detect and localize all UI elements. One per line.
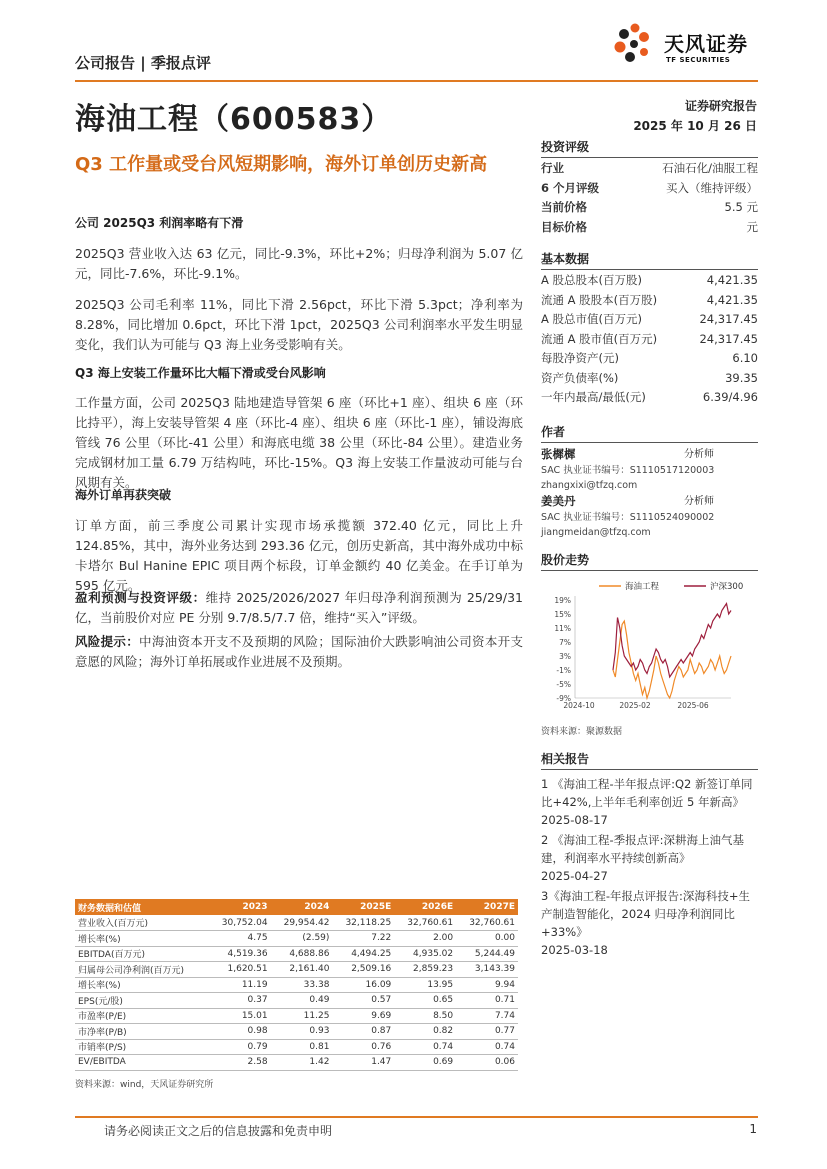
basic-data-value: 6.10 [732,351,758,365]
basic-data-value: 4,421.35 [706,292,758,307]
rating-value: 5.5 元 [724,200,758,214]
related-report-item [541,887,758,959]
table-cell: 2.58 [209,1055,271,1071]
table-cell: 2,509.16 [332,962,394,978]
report-category: 公司报告 | 季报点评 [75,54,211,72]
table-cell: 32,760.61 [394,915,456,931]
author-item [541,493,758,540]
table-cell: 15.01 [209,1008,271,1024]
y-tick-label: 19% [554,596,571,605]
author-cert: SAC 执业证书编号：S1110524090002 [541,512,715,523]
y-tick-label: 15% [554,610,571,619]
logo-text-en: TF SECURITIES [666,56,731,64]
basic-data-value: 24,317.45 [699,331,758,346]
price-chart-heading: 股价走势 [541,551,758,571]
section-heading: 公司 2025Q3 利润率略有下滑 [75,216,244,230]
table-cell: 0.98 [209,1024,271,1040]
table-header-cell: 2025E [332,899,394,915]
section-heading: Q3 海上安装工作量环比大幅下滑或受台风影响 [75,366,326,380]
table-row [75,931,518,947]
basic-data-row [541,271,758,291]
rating-heading: 投资评级 [541,138,758,158]
table-cell: 8.50 [394,1008,456,1024]
basic-data-block [541,250,758,408]
table-cell: 市盈率(P/E) [75,1008,209,1024]
table-cell: 4,519.36 [209,946,271,962]
basic-data-value: 24,317.45 [699,312,758,326]
related-heading: 相关报告 [541,750,758,770]
header-divider [75,80,758,82]
author-name-row [541,493,758,510]
table-cell: 4.75 [209,931,271,947]
rating-row [541,198,758,218]
table-row [75,915,518,931]
table-cell: 0.81 [271,1039,333,1055]
y-tick-label: -1% [556,666,571,675]
table-row [75,1008,518,1024]
authors-heading: 作者 [541,423,758,443]
author-name: 张樨樨 [541,447,576,461]
related-report-item [541,831,758,885]
basic-data-row [541,330,758,350]
paragraph: 2025Q3 公司毛利率 11%，同比下滑 2.56pct，环比下滑 5.3pct；净利率为 8.28%，同比增加 0.6pct，环比下滑 1pct，2025Q3 公司利润率水平发生明显变化，我们认为可能与 Q3 海上业务受影响有关。 [75,297,523,352]
table-header-cell: 财务数据和估值 [75,899,209,915]
basic-data-key: 一年内最高/最低(元) [541,390,646,404]
section-heading: 海外订单再获突破 [75,488,172,502]
basic-data-value: 39.35 [725,370,758,385]
basic-data-row [541,291,758,311]
table-cell: 5,244.49 [456,946,518,962]
table-cell: 增长率(%) [75,931,209,947]
table-cell: 0.71 [456,993,518,1009]
table-cell: 16.09 [332,977,394,993]
table-cell: 7.22 [332,931,394,947]
company-logo [608,22,768,72]
section-workload [75,364,523,493]
author-role: 分析师 [684,449,714,460]
risk-text: 中海油资本开支不及预期的风险；国际油价大跌影响油公司资本开支意愿的风险；海外订单拓展或作业进展不及预期。 [75,634,523,669]
x-tick-label: 2025-02 [619,701,651,710]
table-cell: 11.25 [271,1008,333,1024]
basic-data-value: 6.39/4.96 [702,390,758,404]
x-tick-label: 2025-06 [677,701,709,710]
rating-value: 元 [746,219,758,234]
rating-key: 当前价格 [541,200,587,214]
table-cell: 0.49 [271,993,333,1009]
section-overseas [75,486,523,596]
table-cell: 9.69 [332,1008,394,1024]
table-row [75,993,518,1009]
rating-value: 买入（维持评级） [666,180,758,195]
author-name-row [541,446,758,463]
table-row [75,1024,518,1040]
table-cell: 4,688.86 [271,946,333,962]
table-cell: EV/EBITDA [75,1055,209,1071]
author-cert: SAC 执业证书编号：S1110517120003 [541,465,715,476]
table-cell: EBITDA(百万元) [75,946,209,962]
table-cell: 29,954.42 [271,915,333,931]
table-cell: 2,161.40 [271,962,333,978]
table-cell: 市销率(P/S) [75,1039,209,1055]
related-block [541,750,758,961]
x-tick-label: 2024-10 [563,701,595,710]
y-tick-label: -9% [556,694,571,703]
price-chart-block [541,551,758,571]
author-email: zhangxixi@tfzq.com [541,480,638,491]
table-row [75,946,518,962]
table-cell: 0.93 [271,1024,333,1040]
table-source: 资料来源：wind，天风证券研究所 [75,1079,214,1090]
table-cell: 13.95 [394,977,456,993]
basic-data-heading: 基本数据 [541,250,758,270]
table-header-cell: 2023 [209,899,271,915]
table-cell: 1.47 [332,1055,394,1071]
rating-block [541,138,758,237]
basic-data-key: A 股总市值(百万元) [541,312,642,326]
related-report-title: 3《海油工程-年报点评报告:深海科技+生产制造智能化，2024 归母净利润同比+33%》 [541,889,750,939]
table-cell: 归属母公司净利润(百万元) [75,962,209,978]
table-cell: 0.65 [394,993,456,1009]
legend-label: 沪深300 [710,582,744,592]
table-cell: 0.77 [456,1024,518,1040]
financial-table-block [75,899,518,1090]
basic-data-key: 流通 A 股市值(百万元) [541,331,658,346]
table-cell: 0.87 [332,1024,394,1040]
table-cell: 增长率(%) [75,977,209,993]
table-cell: 3,143.39 [456,962,518,978]
basic-data-value: 4,421.35 [706,273,758,287]
related-report-date: 2025-03-18 [541,943,608,957]
financial-table [75,899,518,1071]
table-row [75,1039,518,1055]
page-number: 1 [749,1122,757,1136]
y-tick-label: -5% [556,680,571,689]
author-name: 姜美丹 [541,494,576,508]
table-cell: 33.38 [271,977,333,993]
price-chart-svg [541,578,758,713]
table-cell: 营业收入(百万元) [75,915,209,931]
report-title: 海油工程（600583） [75,102,393,137]
table-cell: 9.94 [456,977,518,993]
table-cell: 11.19 [209,977,271,993]
table-cell: 0.74 [456,1039,518,1055]
y-tick-label: 3% [559,652,571,661]
footer-disclaimer: 请务必阅读正文之后的信息披露和免责申明 [104,1124,333,1138]
table-cell: 2,859.23 [394,962,456,978]
authors-block [541,423,758,540]
basic-data-row [541,369,758,389]
rating-row [541,179,758,199]
table-header-cell: 2026E [394,899,456,915]
forecast-label: 盈利预测与投资评级： [75,590,206,605]
forecast-text: 维持 2025/2026/2027 年归母净利润预测为 25/29/31 亿，当前股价对应 PE 分别 9.7/8.5/7.7 倍，维持“买入”评级。 [75,590,523,625]
table-cell: 0.00 [456,931,518,947]
author-item [541,446,758,493]
risk-label: 风险提示： [75,634,140,649]
y-tick-label: 11% [554,624,571,633]
rating-row [541,159,758,179]
basic-data-key: A 股总股本(百万股) [541,273,642,287]
related-report-date: 2025-08-17 [541,813,608,827]
related-report-date: 2025-04-27 [541,869,608,883]
table-cell: 0.79 [209,1039,271,1055]
author-email: jiangmeidan@tfzq.com [541,527,651,538]
table-cell: 0.06 [456,1055,518,1071]
report-subtitle: Q3 工作量或受台风短期影响，海外订单创历史新高 [75,154,488,175]
table-cell: 1.42 [271,1055,333,1071]
table-cell: 0.57 [332,993,394,1009]
table-cell: 0.37 [209,993,271,1009]
y-tick-label: 7% [559,638,571,647]
table-cell: 4,935.02 [394,946,456,962]
table-cell: 1,620.51 [209,962,271,978]
section-profit [75,214,523,355]
series-line [613,621,731,698]
basic-data-row [541,388,758,408]
forecast-paragraph [75,588,523,628]
paragraph: 2025Q3 营业收入达 63 亿元，同比-9.3%，环比+2%；归母净利润为 5.07 亿元，同比-7.6%，环比-9.1%。 [75,246,523,281]
rating-key: 行业 [541,161,564,175]
table-row [75,962,518,978]
footer-divider [75,1116,758,1118]
table-cell: 市净率(P/B) [75,1024,209,1040]
table-cell: 0.82 [394,1024,456,1040]
table-cell: EPS(元/股) [75,993,209,1009]
related-report-title: 1 《海油工程-半年报点评:Q2 新签订单同比+42%,上半年毛利率创近 5 年新高》 [541,777,753,809]
rating-row [541,218,758,238]
table-row [75,1055,518,1071]
report-date: 2025 年 10 月 26 日 [633,119,757,133]
author-role: 分析师 [684,496,714,507]
table-cell: 2.00 [394,931,456,947]
basic-data-key: 每股净资产(元) [541,351,619,365]
basic-data-row [541,349,758,369]
logo-text-cn: 天风证券 [664,32,748,56]
table-cell: 30,752.04 [209,915,271,931]
table-cell: 4,494.25 [332,946,394,962]
table-header-row [75,899,518,915]
table-header-cell: 2024 [271,899,333,915]
table-header-cell: 2027E [456,899,518,915]
chart-source: 资料来源：聚源数据 [541,727,623,737]
rating-value: 石油石化/油服工程 [662,161,758,175]
legend-label: 海油工程 [625,582,660,592]
related-report-item [541,775,758,829]
rating-key: 目标价格 [541,219,587,234]
report-type: 证券研究报告 [684,99,757,113]
paragraph: 订单方面，前三季度公司累计实现市场承揽额 372.40 亿元，同比上升 124.85%，其中，海外业务达到 293.36 亿元，创历史新高，其中海外成功中标卡塔尔 Bul Hanine EPIC 项目两个标段，订单金额约 40 亿美金。在手订单为 595 亿元。 [75,518,523,593]
table-cell: (2.59) [271,931,333,947]
table-cell: 0.69 [394,1055,456,1071]
rating-key: 6 个月评级 [541,180,600,195]
risk-paragraph [75,632,523,672]
related-report-title: 2 《海油工程-季报点评:深耕海上油气基建，利润率水平持续创新高》 [541,833,744,865]
table-cell: 0.76 [332,1039,394,1055]
basic-data-key: 资产负债率(%) [541,370,619,385]
basic-data-row [541,310,758,330]
table-cell: 7.74 [456,1008,518,1024]
table-cell: 0.74 [394,1039,456,1055]
table-cell: 32,760.61 [456,915,518,931]
table-cell: 32,118.25 [332,915,394,931]
paragraph: 工作量方面，公司 2025Q3 陆地建造导管架 6 座（环比+1 座）、组块 6 座（环比持平），海上安装导管架 4 座（环比-4 座）、组块 6 座（环比-1 座），铺设海底管线 76 公里（环比-41 公里）和海底电缆 38 公里（环比-84 公里）。建造业务完成钢材加工量 6.79 万结构吨，环比-15%。Q3 海上安装工作量波动可能与台风期有关。 [75,395,523,490]
price-chart [541,578,758,713]
table-row [75,977,518,993]
basic-data-key: 流通 A 股股本(百万股) [541,292,658,307]
logo-mark-icon [608,22,662,68]
